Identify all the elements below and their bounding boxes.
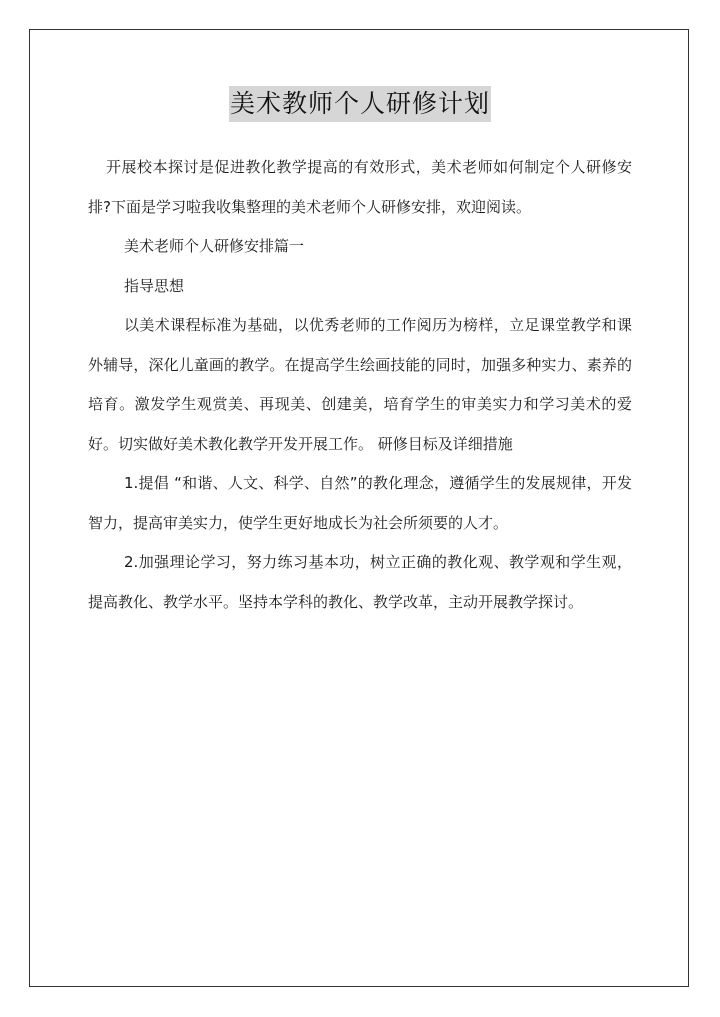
- document-title: 美术教师个人研修计划: [229, 86, 491, 122]
- document-body: [88, 148, 632, 622]
- guiding-thought-paragraph: 以美术课程标准为基础，以优秀老师的工作阅历为榜样，立足课堂教学和课外辅导，深化儿童画的教学。在提高学生绘画技能的同时，加强多种实力、素养的培育。激发学生观赏美、再现美、创建美，培育学生的审美实力和学习美术的爱好。切实做好美术教化教学开发开展工作。 研修目标及详细措施: [88, 316, 632, 453]
- intro-paragraph: 开展校本探讨是促进教化教学提高的有效形式，美术老师如何制定个人研修安排?下面是学习啦我收集整理的美术老师个人研修安排，欢迎阅读。: [88, 158, 632, 216]
- measure-paragraph-1: 1.提倡 “和谐、人文、科学、自然”的教化理念，遵循学生的发展规律，开发智力，提高审美实力，使学生更好地成长为社会所须要的人才。: [88, 474, 632, 532]
- measure-paragraph-2: 2.加强理论学习，努力练习基本功，树立正确的教化观、教学观和学生观，提高教化、教学水平。坚持本学科的教化、教学改革，主动开展教学探讨。: [88, 553, 632, 611]
- title-wrapper: [0, 86, 720, 122]
- subheading-guiding-thought: 指导思想: [124, 276, 185, 295]
- section-heading: 美术老师个人研修安排篇一: [124, 237, 305, 255]
